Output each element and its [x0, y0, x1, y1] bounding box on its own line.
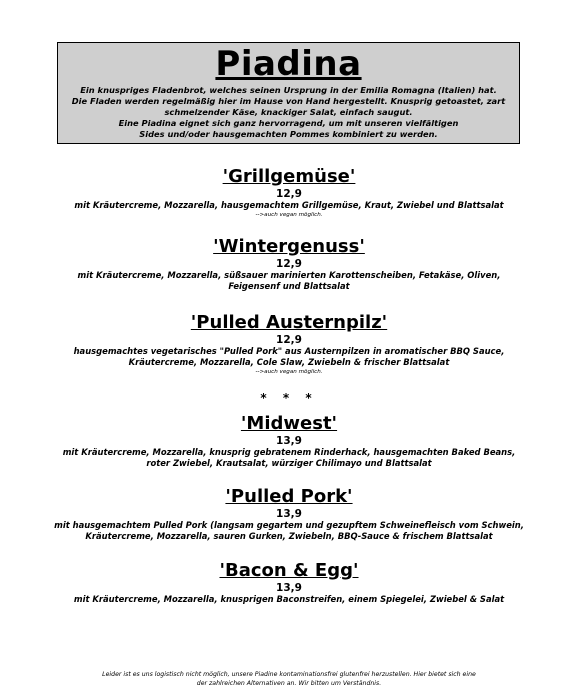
separator: * * * — [260, 391, 318, 405]
menu-item-midwest — [0, 413, 578, 469]
item-desc-line: mit hausgemachtem Pulled Pork (langsam gegartem und gezupftem Schweinefleisch vom Schwein, — [54, 520, 524, 530]
menu-item-pulled-austernpilz — [0, 312, 578, 376]
footer-line: Leider ist es uns logistisch nicht möglich, unsere Piadine kontaminationsfrei glutenfrei herzustellen. Hier bietet sich eine — [102, 671, 476, 678]
item-description — [0, 270, 578, 292]
item-desc-line: mit Kräutercreme, Mozzarella, knusprigen Baconstreifen, einem Spiegelei, Zwiebel & Salat — [73, 594, 505, 604]
item-price: 12,9 — [276, 334, 302, 346]
vegan-note: -->auch vegan möglich. — [255, 369, 323, 375]
item-price: 12,9 — [276, 188, 302, 200]
item-price: 13,9 — [276, 508, 302, 520]
item-desc-line: mit Kräutercreme, Mozzarella, knusprig gebratenem Rinderhack, hausgemachten Baked Beans, — [62, 447, 516, 457]
item-desc-line: roter Zwiebel, Krautsalat, würziger Chilimayo und Blattsalat — [146, 458, 432, 468]
item-name: 'Grillgemüse' — [222, 166, 356, 187]
item-name: 'Bacon & Egg' — [219, 560, 359, 581]
item-name: 'Pulled Pork' — [225, 486, 353, 507]
item-price: 13,9 — [276, 435, 302, 447]
menu-item-grillgemuese — [0, 166, 578, 219]
item-desc-line: Feigensenf und Blattsalat — [228, 281, 350, 291]
menu-item-bacon-egg — [0, 560, 578, 605]
intro-line: schmelzender Käse, knackiger Salat, einfach saugut. — [164, 107, 413, 117]
item-description — [0, 200, 578, 211]
item-desc-line: mit Kräutercreme, Mozzarella, hausgemachtem Grillgemüse, Kraut, Zwiebel und Blattsalat — [74, 200, 504, 210]
menu-item-wintergenuss — [0, 236, 578, 292]
intro-line: Sides und/oder hausgemachten Pommes kombiniert zu werden. — [139, 129, 438, 139]
intro-line: Eine Piadina eignet sich ganz hervorragend, um mit unseren vielfältigen — [118, 118, 459, 128]
item-description — [0, 447, 578, 469]
item-name: 'Midwest' — [240, 413, 338, 434]
item-desc-line: Kräutercreme, Mozzarella, Cole Slaw, Zwiebeln & frischer Blattsalat — [128, 357, 450, 367]
item-description — [0, 520, 578, 542]
page-title: Piadina — [215, 44, 362, 84]
item-description — [0, 346, 578, 368]
item-desc-line: mit Kräutercreme, Mozzarella, süßsauer marinierten Karottenscheiben, Fetakäse, Oliven, — [77, 270, 501, 280]
item-price: 12,9 — [276, 258, 302, 270]
intro-line: Die Fladen werden regelmäßig hier im Hause von Hand hergestellt. Knusprig getoastet, zart — [71, 96, 506, 106]
item-description — [0, 594, 578, 605]
item-price: 13,9 — [276, 582, 302, 594]
item-desc-line: hausgemachtes vegetarisches "Pulled Pork" aus Austernpilzen in aromatischer BBQ Sauce, — [73, 346, 505, 356]
intro-text — [58, 85, 519, 140]
menu-item-pulled-pork — [0, 486, 578, 542]
item-name: 'Pulled Austernpilz' — [190, 312, 388, 333]
item-desc-line: Kräutercreme, Mozzarella, sauren Gurken, Zwiebeln, BBQ-Sauce & frischem Blattsalat — [85, 531, 493, 541]
footer-line: der zahlreichen Alternativen an. Wir bitten um Verständnis. — [196, 680, 382, 687]
header-box — [57, 42, 520, 144]
footer-note — [0, 670, 578, 688]
item-name: 'Wintergenuss' — [213, 236, 365, 257]
intro-line: Ein knuspriges Fladenbrot, welches seinen Ursprung in der Emilia Romagna (Italien) hat. — [80, 85, 497, 95]
vegan-note: -->auch vegan möglich. — [255, 212, 323, 218]
